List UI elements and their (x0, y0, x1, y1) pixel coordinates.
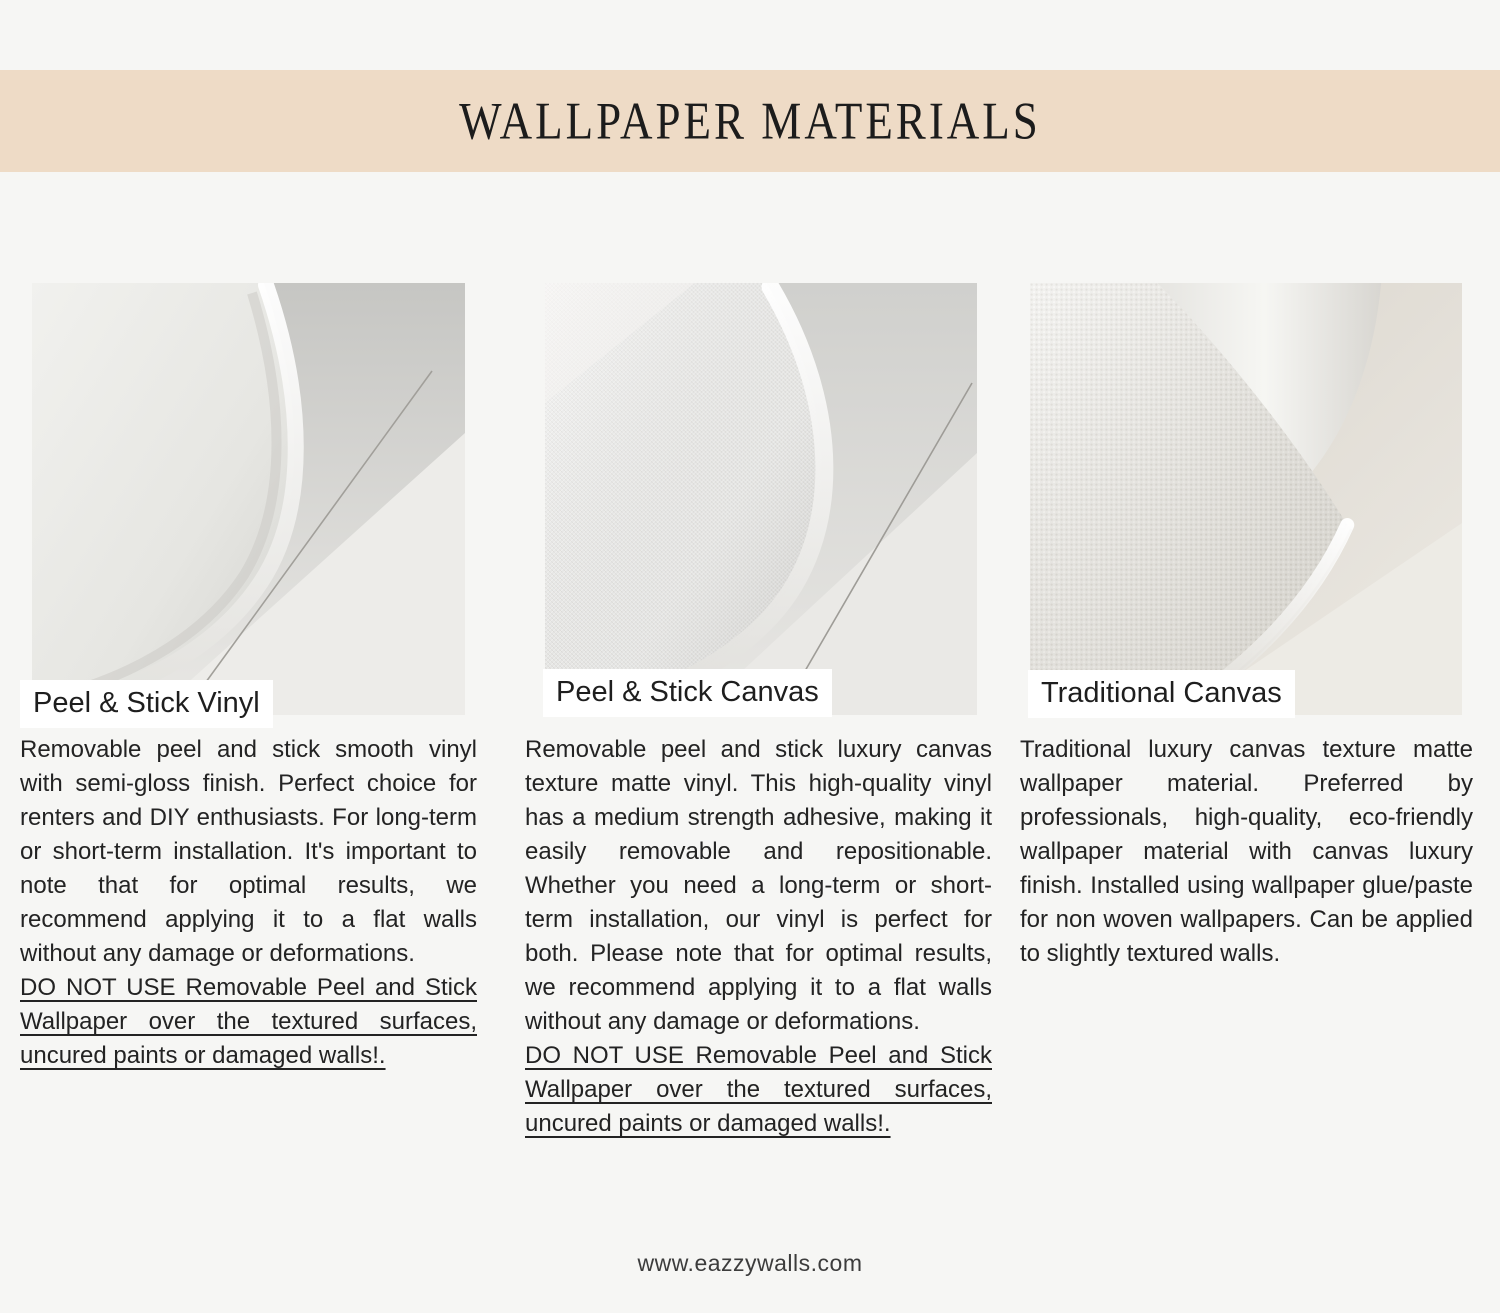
photo-peel-stick-canvas (545, 283, 977, 715)
material-description: Traditional luxury canvas texture matte wallpaper material. Preferred by professionals, high-quality, eco-friendly wallpaper material with canvas luxury finish. Installed using wallpaper glue/paste for non woven wallpapers. Can be applied to slightly textured walls. (1020, 736, 1473, 967)
header-band (0, 70, 1500, 172)
website-url: www.eazzywalls.com (637, 1250, 863, 1276)
material-warning: DO NOT USE Removable Peel and Stick Wallpaper over the textured surfaces, uncured paints or damaged walls!. (20, 974, 477, 1069)
photo-traditional-canvas (1030, 283, 1462, 715)
description-column-peel-stick-vinyl (20, 733, 477, 1073)
page-title: WALLPAPER MATERIALS (459, 91, 1041, 151)
material-label-text: Peel & Stick Vinyl (33, 687, 260, 719)
description-column-peel-stick-canvas (525, 733, 992, 1141)
material-label-peel-stick-canvas (543, 669, 832, 717)
canvas-sample-illustration (545, 283, 977, 715)
material-description: Removable peel and stick smooth vinyl with semi-gloss finish. Perfect choice for renters and DIY enthusiasts. For long-term or short-term installation. It's important to note that for optimal results, we recommend applying it to a flat walls without any damage or deformations. (20, 736, 477, 967)
material-label-text: Peel & Stick Canvas (556, 676, 819, 708)
material-label-traditional-canvas (1028, 670, 1295, 718)
material-label-text: Traditional Canvas (1041, 677, 1282, 709)
material-warning: DO NOT USE Removable Peel and Stick Wallpaper over the textured surfaces, uncured paints or damaged walls!. (525, 1042, 992, 1137)
material-label-peel-stick-vinyl (20, 680, 273, 728)
photo-peel-stick-vinyl (32, 283, 465, 715)
material-description: Removable peel and stick luxury canvas texture matte vinyl. This high-quality vinyl has a medium strength adhesive, making it easily removable and repositionable. Whether you need a long-term or short-term installation, our vinyl is perfect for both. Please note that for optimal results, we recommend applying it to a flat walls without any damage or deformations. (525, 736, 992, 1035)
woven-canvas-sample-illustration (1030, 283, 1462, 715)
vinyl-sample-illustration (32, 283, 465, 715)
description-column-traditional-canvas (1020, 733, 1473, 971)
